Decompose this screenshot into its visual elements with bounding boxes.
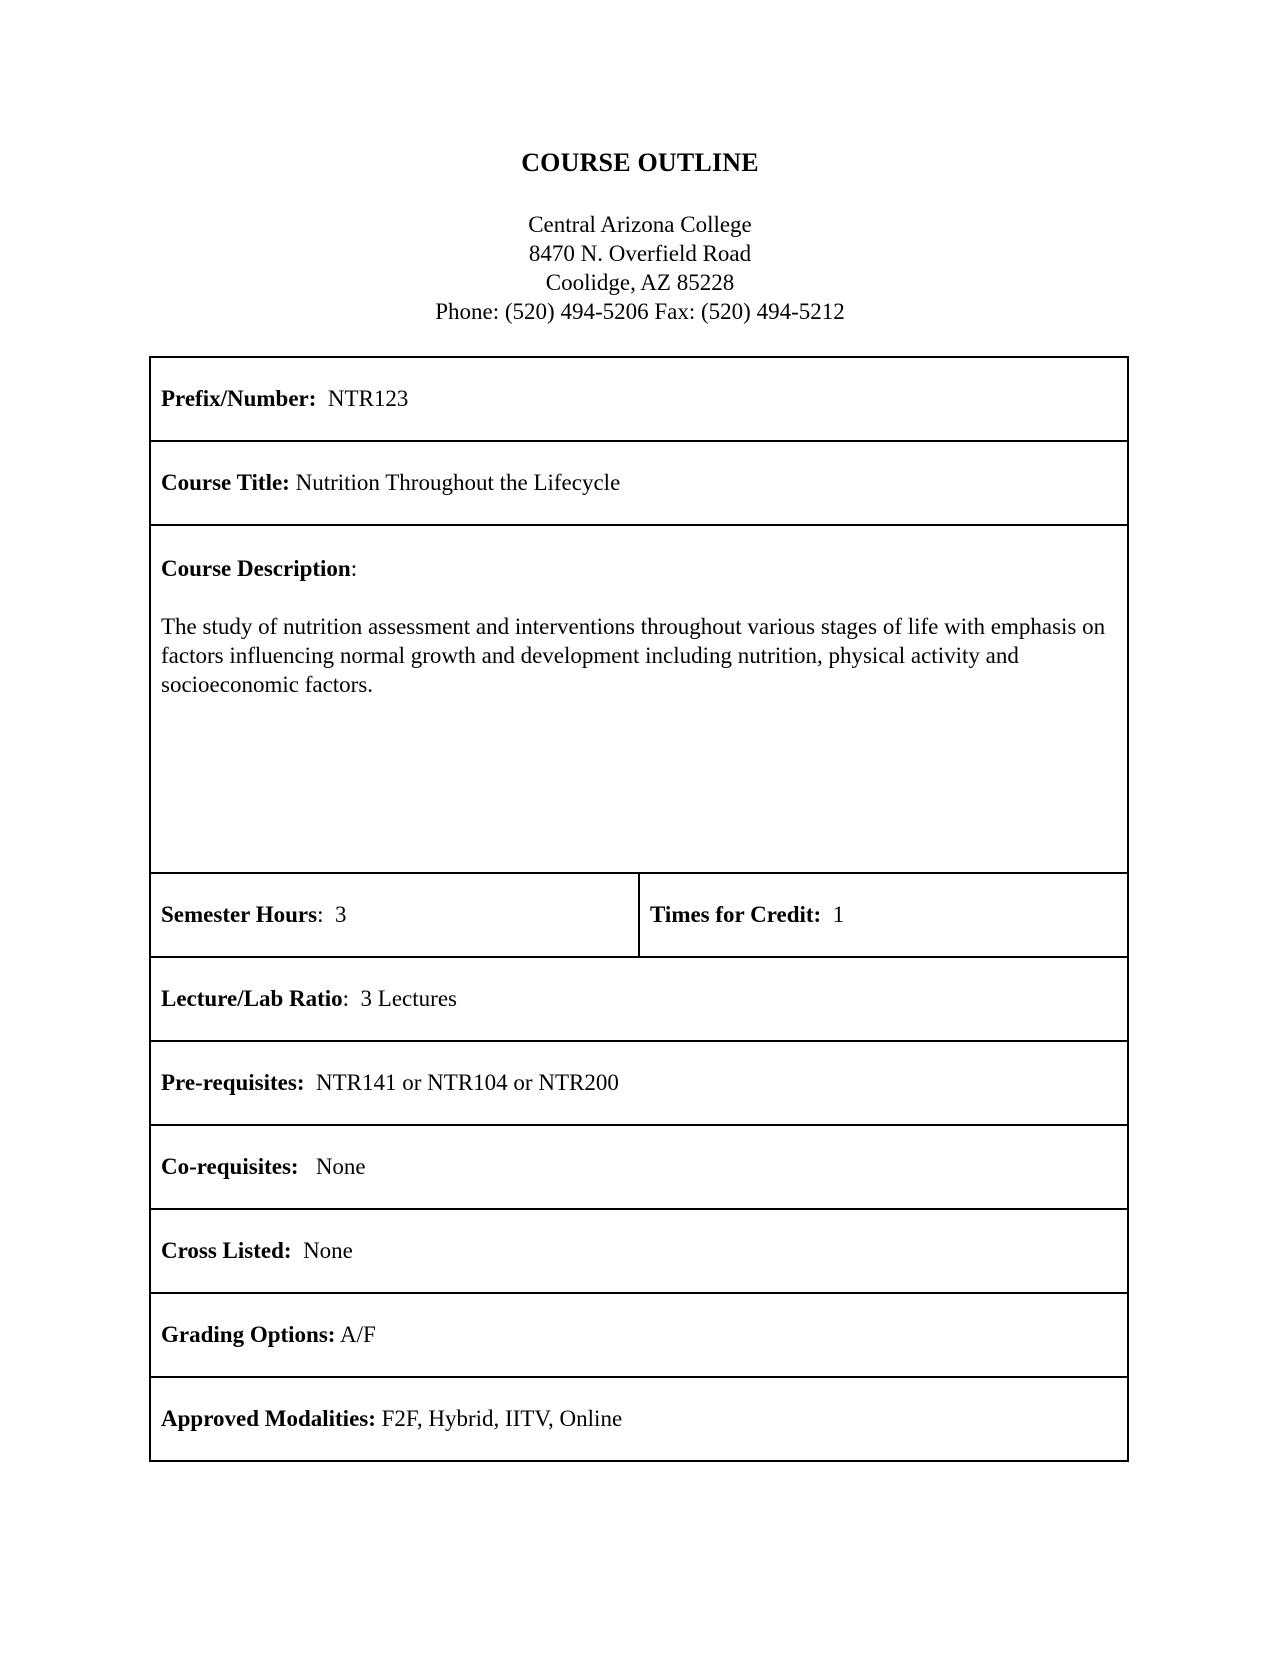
modalities-cell <box>150 1377 1128 1461</box>
times-for-credit-value: 1 <box>832 902 845 927</box>
college-address <box>0 210 1280 326</box>
cross-listed-label: Cross Listed: <box>161 1238 292 1263</box>
course-title-value: Nutrition Throughout the Lifecycle <box>295 470 621 495</box>
cross-listed-row <box>150 1209 1128 1293</box>
page-title: COURSE OUTLINE <box>521 148 759 177</box>
description-cell <box>150 525 1128 873</box>
lecture-lab-value: 3 Lectures <box>360 986 457 1011</box>
course-title-row <box>150 441 1128 525</box>
course-outline-table <box>149 356 1129 1462</box>
grading-value: A/F <box>339 1322 376 1347</box>
cross-listed-cell <box>150 1209 1128 1293</box>
description-row <box>150 525 1128 873</box>
prerequisites-row <box>150 1041 1128 1125</box>
course-title-label: Course Title: <box>161 470 290 495</box>
grading-cell <box>150 1293 1128 1377</box>
semester-hours-cell <box>150 873 639 957</box>
lecture-lab-suffix: : <box>342 986 350 1011</box>
prerequisites-cell <box>150 1041 1128 1125</box>
lecture-lab-row <box>150 957 1128 1041</box>
grading-row <box>150 1293 1128 1377</box>
corequisites-label: Co-requisites: <box>161 1154 299 1179</box>
phone-fax: Phone: (520) 494-5206 Fax: (520) 494-5212 <box>435 299 845 324</box>
lecture-lab-cell <box>150 957 1128 1041</box>
semester-hours-value: 3 <box>334 902 347 927</box>
prefix-cell <box>150 357 1128 441</box>
modalities-value: F2F, Hybrid, IITV, Online <box>381 1406 623 1431</box>
semester-hours-suffix: : <box>317 902 324 927</box>
prerequisites-value: NTR141 or NTR104 or NTR200 <box>316 1070 619 1095</box>
description-label-suffix: : <box>350 556 358 581</box>
college-name: Central Arizona College <box>528 212 752 237</box>
times-for-credit-label: Times for Credit: <box>650 902 822 927</box>
hours-credit-row <box>150 873 1128 957</box>
grading-label: Grading Options: <box>161 1322 336 1347</box>
modalities-label: Approved Modalities: <box>161 1406 376 1431</box>
prefix-value: NTR123 <box>327 386 409 411</box>
street-address: 8470 N. Overfield Road <box>528 241 752 266</box>
prerequisites-label: Pre-requisites: <box>161 1070 305 1095</box>
prefix-label: Prefix/Number: <box>161 386 317 411</box>
prefix-row <box>150 357 1128 441</box>
times-for-credit-cell <box>639 873 1128 957</box>
lecture-lab-label: Lecture/Lab Ratio <box>161 986 343 1011</box>
description-text: The study of nutrition assessment and interventions throughout various stages of life with emphasis on factors influencing normal growth and development including nutrition, physical activity and socioeconomic factors. <box>161 614 1106 697</box>
modalities-row <box>150 1377 1128 1461</box>
cross-listed-value: None <box>303 1238 353 1263</box>
course-title-cell <box>150 441 1128 525</box>
city-state-zip: Coolidge, AZ 85228 <box>545 270 735 295</box>
description-label: Course Description <box>161 556 351 581</box>
corequisites-cell <box>150 1125 1128 1209</box>
corequisites-row <box>150 1125 1128 1209</box>
corequisites-value: None <box>315 1154 366 1179</box>
semester-hours-label: Semester Hours <box>161 902 318 927</box>
